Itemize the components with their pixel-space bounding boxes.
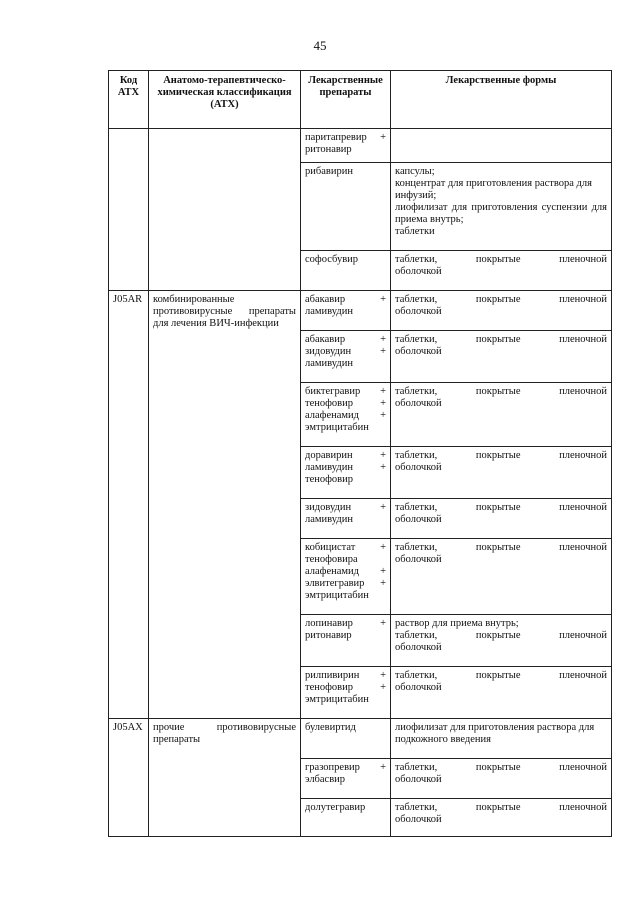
classification-text: комбинированные противовирусные препараты для лечения ВИЧ-инфекции — [153, 294, 296, 329]
plus-sign: + — [380, 462, 386, 473]
form-word: покрытые — [475, 254, 521, 265]
drug-name: тенофовира — [305, 554, 358, 565]
drug-name: абакавир — [305, 334, 346, 345]
form-line: лиофилизат для приготовления раствора для подкожного введения — [395, 722, 595, 745]
form-word: оболочкой — [395, 774, 442, 785]
header-drugs: Лекарственные препараты — [301, 71, 391, 129]
plus-sign: + — [380, 386, 386, 397]
drug-cell — [301, 163, 391, 251]
drug-name: кобицистат — [305, 542, 356, 553]
classification-word: препараты — [153, 734, 201, 745]
drug-name: тенофовир — [305, 682, 353, 693]
form-word: таблетки, — [395, 386, 438, 397]
form-word: оболочкой — [395, 306, 442, 317]
atx-code: J05AR — [113, 294, 143, 305]
form-word: таблетки, — [395, 802, 438, 813]
drug-cell — [301, 129, 391, 163]
drug-cell — [301, 331, 391, 383]
drug-name: ритонавир — [305, 630, 352, 641]
form-word: пленочной — [559, 294, 607, 305]
form-cell — [391, 251, 612, 291]
form-word: оболочкой — [395, 514, 442, 525]
code-cell — [109, 129, 149, 291]
drug-name: булевиртид — [305, 722, 356, 733]
drug-name: ламивудин — [305, 514, 353, 525]
form-word: пленочной — [559, 542, 607, 553]
form-word: оболочкой — [395, 266, 442, 277]
drug-cell — [301, 383, 391, 447]
header-forms: Лекарственные формы — [391, 71, 612, 129]
form-word: оболочкой — [395, 346, 442, 357]
drug-name: рилпивирин — [305, 670, 360, 681]
code-cell — [109, 719, 149, 837]
plus-sign: + — [380, 346, 386, 357]
drug-cell — [301, 799, 391, 837]
table-row — [109, 291, 612, 331]
plus-sign: + — [380, 542, 386, 553]
drug-name: алафенамид — [305, 410, 360, 421]
drug-name: ламивудин — [305, 306, 353, 317]
form-cell — [391, 129, 612, 163]
drug-cell — [301, 759, 391, 799]
header-code: Код АТХ — [109, 71, 149, 129]
form-cell — [391, 667, 612, 719]
form-word: покрытые — [475, 294, 521, 305]
drug-name: тенофовир — [305, 474, 353, 485]
form-word: таблетки, — [395, 294, 438, 305]
form-word: таблетки, — [395, 334, 438, 345]
form-word: таблетки, — [395, 670, 438, 681]
plus-sign: + — [380, 762, 386, 773]
drug-name: эмтрицитабин — [305, 694, 369, 705]
drug-cell — [301, 251, 391, 291]
form-word: покрытые — [475, 670, 521, 681]
drug-name: зидовудин — [305, 502, 352, 513]
table-row — [109, 129, 612, 163]
form-word: оболочкой — [395, 682, 442, 693]
form-word: оболочкой — [395, 462, 442, 473]
form-word: покрытые — [475, 762, 521, 773]
plus-sign: + — [380, 670, 386, 681]
form-cell — [391, 499, 612, 539]
form-cell — [391, 799, 612, 837]
drug-cell — [301, 291, 391, 331]
form-word: покрытые — [475, 386, 521, 397]
header-classification: Анатомо-терапевтическо-химическая классификация (АТХ) — [149, 71, 301, 129]
plus-sign: + — [380, 450, 386, 461]
form-cell — [391, 719, 612, 759]
form-word: пленочной — [559, 670, 607, 681]
drug-cell — [301, 447, 391, 499]
form-cell — [391, 615, 612, 667]
form-word: покрытые — [475, 630, 521, 641]
drug-cell — [301, 539, 391, 615]
drug-cell — [301, 667, 391, 719]
form-word: пленочной — [559, 254, 607, 265]
drug-name: тенофовир — [305, 398, 353, 409]
drug-name: алафенамид — [305, 566, 360, 577]
drug-cell — [301, 615, 391, 667]
drug-name: долутегравир — [305, 802, 366, 813]
plus-sign: + — [380, 398, 386, 409]
form-word: покрытые — [475, 450, 521, 461]
classification-cell — [149, 291, 301, 719]
form-word: оболочкой — [395, 814, 442, 825]
atx-table — [108, 70, 612, 837]
form-word: оболочкой — [395, 554, 442, 565]
form-cell — [391, 331, 612, 383]
code-cell — [109, 291, 149, 719]
drug-name: абакавир — [305, 294, 346, 305]
drug-name: лопинавир — [305, 618, 353, 629]
form-word: покрытые — [475, 802, 521, 813]
form-word: покрытые — [475, 334, 521, 345]
table-row — [109, 719, 612, 759]
form-word: оболочкой — [395, 398, 442, 409]
plus-sign: + — [380, 618, 386, 629]
form-cell — [391, 447, 612, 499]
form-word: таблетки, — [395, 450, 438, 461]
form-word: пленочной — [559, 630, 607, 641]
form-word: пленочной — [559, 334, 607, 345]
header-row — [109, 71, 612, 129]
plus-sign: + — [380, 502, 386, 513]
form-word: пленочной — [559, 450, 607, 461]
drug-name: рибавирин — [305, 166, 353, 177]
plus-sign: + — [380, 682, 386, 693]
drug-cell — [301, 719, 391, 759]
page-number: 45 — [313, 38, 327, 53]
drug-name: доравирин — [305, 450, 353, 461]
form-line: таблетки — [395, 226, 435, 237]
drug-name: ламивудин — [305, 462, 353, 473]
drug-name: гразопревир — [305, 762, 360, 773]
plus-sign: + — [380, 578, 386, 589]
drug-name: эмтрицитабин — [305, 422, 369, 433]
classification-cell — [149, 129, 301, 291]
form-word: таблетки, — [395, 762, 438, 773]
form-line: раствор для приема внутрь; — [395, 618, 519, 629]
form-word: пленочной — [559, 502, 607, 513]
form-cell — [391, 539, 612, 615]
form-cell — [391, 291, 612, 331]
classification-cell — [149, 719, 301, 837]
atx-code: J05AX — [113, 722, 143, 733]
form-line: капсулы; — [395, 166, 435, 177]
drug-name: эмтрицитабин — [305, 590, 369, 601]
form-word: пленочной — [559, 802, 607, 813]
drug-name: ламивудин — [305, 358, 353, 369]
drug-cell — [301, 499, 391, 539]
form-word: таблетки, — [395, 502, 438, 513]
classification-word: прочие — [153, 722, 185, 733]
form-line: концентрат для приготовления раствора для инфузий; — [395, 178, 592, 201]
drug-name: зидовудин — [305, 346, 352, 357]
plus-sign: + — [380, 410, 386, 421]
form-word: таблетки, — [395, 254, 438, 265]
form-word: таблетки, — [395, 542, 438, 553]
drug-name: ритонавир — [305, 144, 352, 155]
form-word: оболочкой — [395, 642, 442, 653]
form-word: пленочной — [559, 762, 607, 773]
drug-name: элбасвир — [305, 774, 346, 785]
form-word: пленочной — [559, 386, 607, 397]
form-word: покрытые — [475, 542, 521, 553]
plus-sign: + — [380, 566, 386, 577]
form-cell — [391, 163, 612, 251]
plus-sign: + — [380, 294, 386, 305]
drug-name: элвитегравир — [305, 578, 365, 589]
form-cell — [391, 383, 612, 447]
classification-word: противовирусные — [216, 722, 296, 733]
form-word: таблетки, — [395, 630, 438, 641]
form-word: покрытые — [475, 502, 521, 513]
form-line: лиофилизат для приготовления суспензии для приема внутрь; — [395, 202, 607, 225]
plus-sign: + — [380, 132, 386, 143]
drug-name: биктегравир — [305, 386, 361, 397]
drug-name: софосбувир — [305, 254, 359, 265]
form-cell — [391, 759, 612, 799]
drug-name: паритапревир — [305, 132, 367, 143]
plus-sign: + — [380, 334, 386, 345]
